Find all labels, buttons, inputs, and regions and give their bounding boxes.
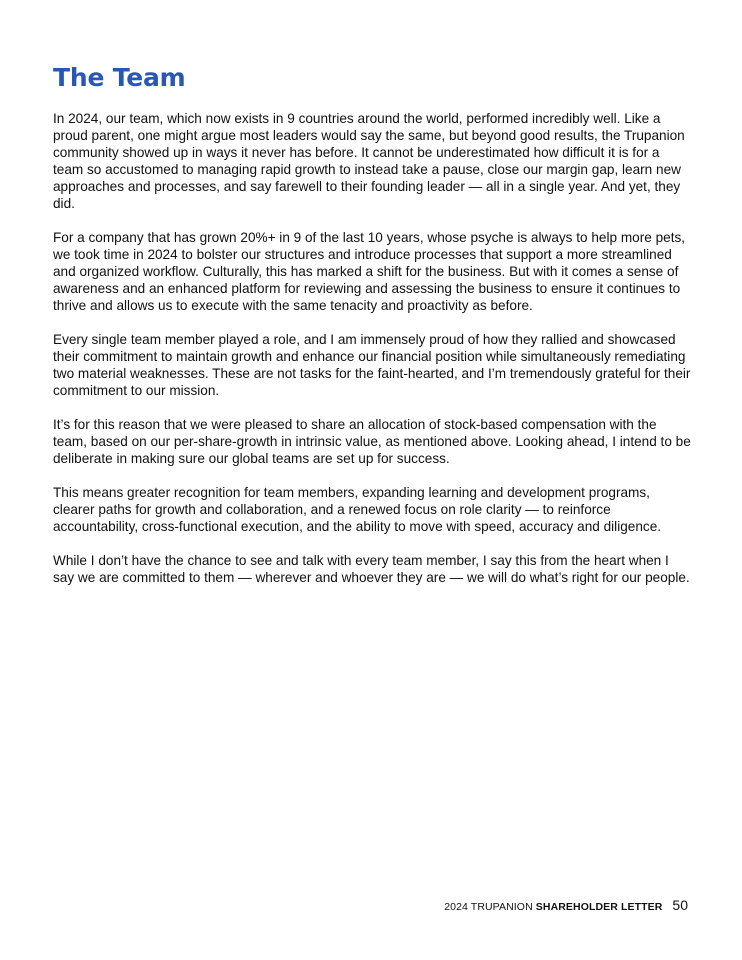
page-title: The Team [53, 63, 186, 92]
paragraph: In 2024, our team, which now exists in 9 countries around the world, performed incredibly well. Like a proud parent, one might argue most leaders would say the same, but beyond good results, the Trupanion community showed up in ways it never has before. It cannot be underestimated how difficult it is for a team so accustomed to managing rapid growth to instead take a pause, close our margin gap, learn new approaches and processes, and say farewell to their founding leader — all in a single year. And yet, they did. [53, 111, 685, 211]
footer-label [444, 901, 662, 913]
paragraph: It’s for this reason that we were pleased to share an allocation of stock-based compensation with the team, based on our per-share-growth in intrinsic value, as mentioned above. Looking ahead, I intend to be deliberate in making sure our global teams are set up for success. [53, 417, 691, 466]
paragraph: This means greater recognition for team members, expanding learning and development programs, clearer paths for growth and collaboration, and a renewed focus on role clarity — to reinforce accountability, cross-functional execution, and the ability to move with speed, accuracy and diligence. [53, 485, 662, 534]
footer-label-prefix: 2024 TRUPANION [444, 901, 536, 913]
paragraph: While I don’t have the chance to see and talk with every team member, I say this from the heart when I say we are committed to them — wherever and whoever they are — we will do what’s right for our people. [53, 553, 690, 585]
paragraph: Every single team member played a role, and I am immensely proud of how they rallied and showcased their commitment to maintain growth and enhance our financial position while simultaneously remediating two material weaknesses. These are not tasks for the faint-hearted, and I’m tremendously grateful for their commitment to our mission. [53, 332, 691, 398]
page-number: 50 [672, 897, 688, 913]
footer-label-bold: SHAREHOLDER LETTER [535, 901, 663, 913]
body-text [53, 110, 693, 603]
paragraph: For a company that has grown 20%+ in 9 of the last 10 years, whose psyche is always to help more pets, we took time in 2024 to bolster our structures and introduce processes that support a more streamlined and organized workflow. Culturally, this has marked a shift for the business. But with it comes a sense of awareness and an enhanced platform for reviewing and assessing the business to ensure it continues to thrive and allows us to execute with the same tenacity and proactivity as before. [53, 230, 686, 313]
page-footer [444, 897, 688, 913]
